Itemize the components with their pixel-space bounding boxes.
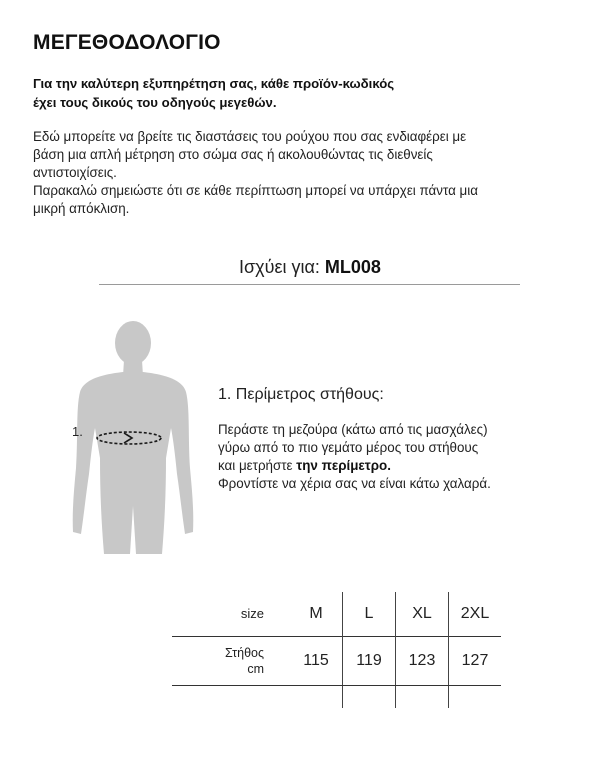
description-line: μικρή απόκλιση. [33,201,130,216]
product-code: ML008 [324,257,381,277]
measurement-marker: 1. [72,424,83,439]
description-line: Εδώ μπορείτε να βρείτε τις διαστάσεις του ρούχου που σας ενδιαφέρει με [33,129,467,144]
divider [99,284,520,285]
size-header-cell: 2XL [449,592,502,637]
description-line: Παρακαλώ σημειώστε ότι σε κάθε περίπτωση μπορεί να υπάρχει πάντα μια [33,183,478,198]
instruction-line [218,457,558,475]
size-header-cell: XL [396,592,449,637]
instruction-line: Φροντίστε να χέρια σας να είναι κάτω χαλαρά. [218,476,491,491]
size-header-row [172,592,501,637]
row-label-line: Στήθος [225,646,264,660]
size-header-cell: M [309,605,323,622]
intro-text [33,74,473,112]
instruction-emphasis: την περίμετρο. [296,458,391,473]
chest-value-cell: 119 [343,637,396,686]
applies-to [0,257,600,278]
intro-line: έχει τους δικούς του οδηγούς μεγεθών. [33,95,277,110]
size-header-cell: L [343,592,396,637]
male-silhouette-icon [68,318,198,558]
intro-line: Για την καλύτερη εξυπηρέτηση σας, κάθε προϊόν-κωδικός [33,76,395,91]
measurement-instructions [218,421,558,493]
table-spacer-row [172,686,501,709]
chest-row [172,637,501,686]
description-text [33,128,553,218]
chest-value-cell: 115 [290,637,343,686]
size-label: size [240,606,264,621]
instruction-line: γύρω από το πιο γεμάτο μέρος του στήθους [218,440,479,455]
row-label-unit: cm [247,662,264,676]
applies-to-label: Ισχύει για: [239,257,320,277]
chest-row-label [172,637,290,686]
chest-value-cell: 127 [449,637,502,686]
instruction-text: και μετρήστε [218,458,297,473]
chest-value-cell: 123 [396,637,449,686]
measurement-title: 1. Περίμετρος στήθους: [218,386,384,403]
instruction-line: Περάστε τη μεζούρα (κάτω από τις μασχάλες) [218,422,488,437]
page-title: ΜΕΓΕΘΟΔΟΛΟΓΙΟ [33,31,221,54]
description-line: αντιστοιχίσεις. [33,165,117,180]
size-table [172,592,501,708]
description-line: βάση μια απλή μέτρηση στο σώμα σας ή ακολουθώντας τις διεθνείς [33,147,433,162]
